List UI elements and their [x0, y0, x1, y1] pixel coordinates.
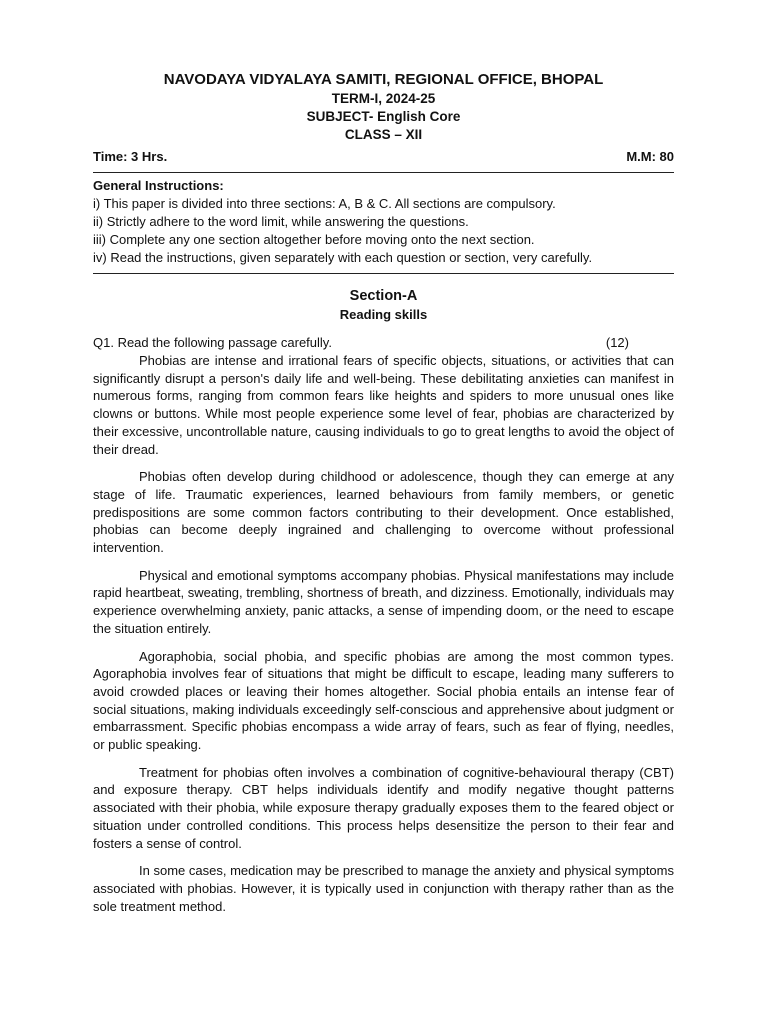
- term-line: TERM-I, 2024-25: [331, 91, 436, 106]
- org-title: NAVODAYA VIDYALAYA SAMITI, REGIONAL OFFICE, BHOPAL: [163, 71, 604, 88]
- exam-page: [93, 0, 674, 925]
- question-marks: (12): [605, 335, 629, 350]
- class-line: CLASS – XII: [344, 127, 423, 142]
- instruction-item: iv) Read the instructions, given separately with each question or section, very carefully.: [93, 250, 593, 265]
- section-title: Section-A: [349, 288, 418, 304]
- passage-paragraph: Physical and emotional symptoms accompany phobias. Physical manifestations may include rapid heartbeat, sweating, trembling, shortness of breath, and dizziness. Emotionally, individuals may experience overwhelming anxiety, panic attacks, a sense of impending doom, or the need to escape the situation entirely.: [93, 567, 674, 636]
- passage-paragraph: Phobias are intense and irrational fears of specific objects, situations, or activities that can significantly disrupt a person's daily life and well-being. These debilitating anxieties can manifest in numerous forms, ranging from common fears like heights and spiders to more unusual ones like clowns or buttons. While most people experience some level of fear, phobias are characterized by their excessive, uncontrollable nature, causing individuals to go to great lengths to avoid the object of their dread.: [93, 353, 674, 457]
- time-label: Time: 3 Hrs.: [93, 149, 168, 164]
- question-header: [93, 334, 674, 352]
- instruction-item: ii) Strictly adhere to the word limit, while answering the questions.: [93, 214, 469, 229]
- divider-top: [93, 172, 674, 173]
- instruction-item: i) This paper is divided into three sections: A, B & C. All sections are compulsory.: [93, 196, 556, 211]
- instructions-list: [93, 195, 674, 267]
- instructions-title: General Instructions:: [93, 178, 224, 193]
- passage-paragraph: In some cases, medication may be prescribed to manage the anxiety and physical symptoms associated with phobias. However, it is typically used in conjunction with therapy rather than as the sole treatment method.: [93, 863, 674, 914]
- passage-paragraph: Phobias often develop during childhood or adolescence, though they can emerge at any stage of life. Traumatic experiences, learned behaviours from family members, or genetic predispositions are some common factors contributing to their development. Once established, phobias can become deeply ingrained and challenging to overcome without professional intervention.: [93, 469, 674, 556]
- section-subtitle: Reading skills: [339, 307, 428, 322]
- passage-paragraph: Treatment for phobias often involves a combination of cognitive-behavioural therapy (CBT) and exposure therapy. CBT helps individuals identify and modify negative thought patterns associated with their phobia, while exposure therapy gradually exposes them to the feared object or situation under controlled conditions. This process helps desensitize the person to their fear and fosters a sense of control.: [93, 764, 674, 851]
- instruction-item: iii) Complete any one section altogether before moving onto the next section.: [93, 232, 535, 247]
- time-marks-row: [93, 148, 674, 166]
- subject-line: SUBJECT- English Core: [306, 109, 461, 124]
- question-label: Q1. Read the following passage carefully.: [93, 335, 332, 350]
- max-marks-label: M.M: 80: [626, 149, 674, 164]
- passage-paragraph: Agoraphobia, social phobia, and specific phobias are among the most common types. Agoraphobia involves fear of situations that might be difficult to escape, leading many sufferers to avoid crowded places or leaving their homes altogether. Social phobia entails an intense fear of social situations, making individuals exceedingly self-conscious and apprehensive about judgment or embarrassment. Specific phobias encompass a wide array of fears, such as fear of flying, needles, or public speaking.: [93, 648, 674, 753]
- divider-bottom: [93, 273, 674, 274]
